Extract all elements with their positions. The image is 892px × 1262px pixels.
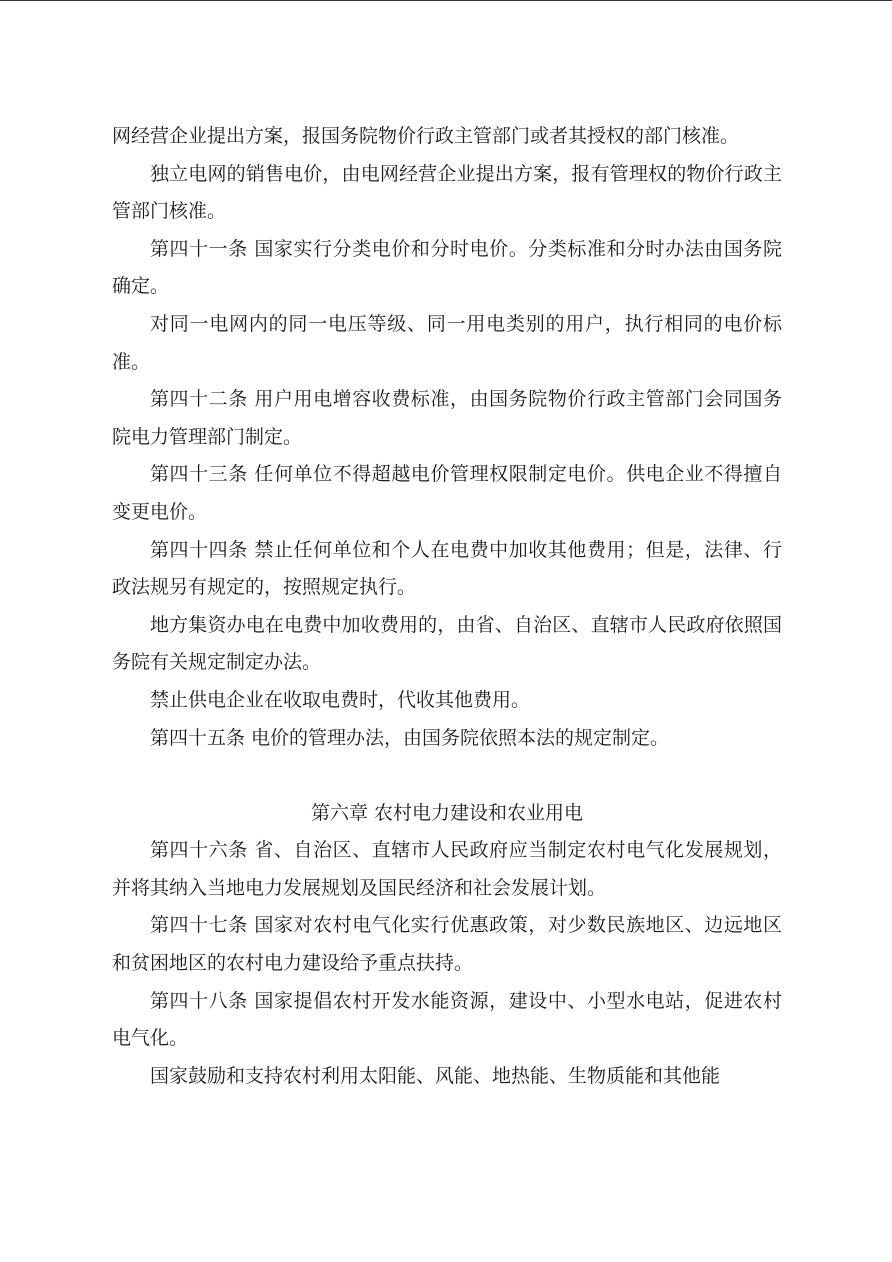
article-47: 第四十七条 国家对农村电气化实行优惠政策，对少数民族地区、边远地区和贫困地区的农村电力建设给予重点扶持。 (112, 914, 782, 975)
paragraph: 禁止供电企业在收取电费时，代收其他费用。 (150, 688, 531, 711)
article-44: 第四十四条 禁止任何单位和个人在电费中加收其他费用；但是，法律、行政法规另有规定的，按照规定执行。 (112, 538, 782, 599)
article-45: 第四十五条 电价的管理办法，由国务院依照本法的规定制定。 (150, 726, 670, 749)
document-body (112, 118, 782, 1095)
paragraph: 网经营企业提出方案，报国务院物价行政主管部门或者其授权的部门核准。 (112, 125, 740, 147)
paragraph: 对同一电网内的同一电压等级、同一用电类别的用户，执行相同的电价标准。 (112, 312, 782, 373)
article-42: 第四十二条 用户用电增容收费标准，由国务院物价行政主管部门会同国务院电力管理部门制定。 (112, 388, 782, 448)
article-46: 第四十六条 省、自治区、直辖市人民政府应当制定农村电气化发展规划，并将其纳入当地电力发展规划及国民经济和社会发展计划。 (112, 839, 782, 899)
article-43: 第四十三条 任何单位不得超越电价管理权限制定电价。供电企业不得擅自变更电价。 (112, 463, 782, 523)
article-41: 第四十一条 国家实行分类电价和分时电价。分类标准和分时办法由国务院确定。 (112, 237, 782, 298)
paragraph: 独立电网的销售电价，由电网经营企业提出方案，报有管理权的物价行政主管部门核准。 (112, 162, 782, 223)
chapter-heading: 第六章 农村电力建设和农业用电 (310, 801, 584, 824)
article-48: 第四十八条 国家提倡农村开发水能资源，建设中、小型水电站，促进农村电气化。 (112, 989, 782, 1050)
paragraph: 地方集资办电在电费中加收费用的，由省、自治区、直辖市人民政府依照国务院有关规定制定办法。 (112, 613, 782, 674)
paragraph: 国家鼓励和支持农村利用太阳能、风能、地热能、生物质能和其他能 (150, 1064, 721, 1087)
